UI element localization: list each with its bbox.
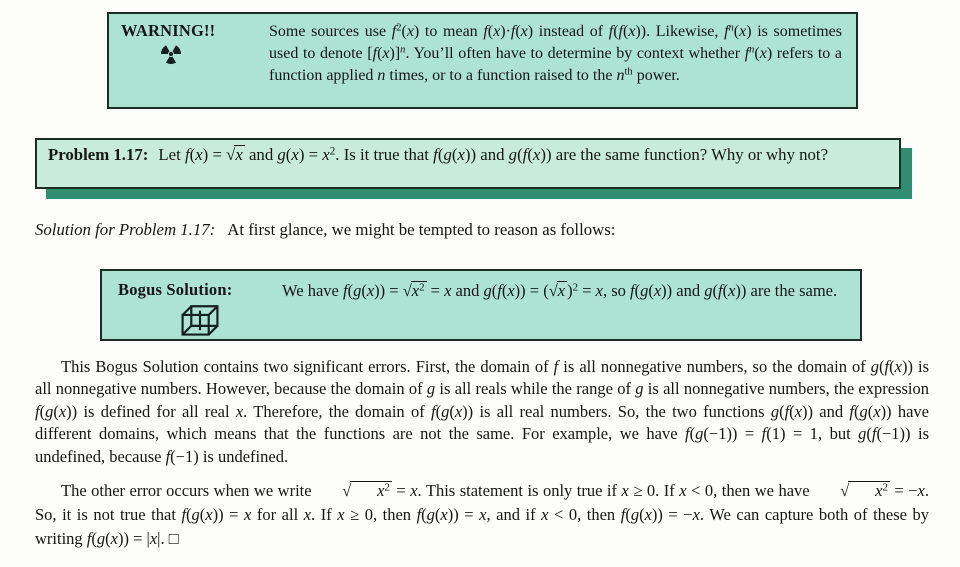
radiation-icon — [159, 42, 185, 68]
body-paragraph-1: This Bogus Solution contains two significant errors. First, the domain of f is all nonnegative numbers, so the domain of g(f(x)) is all nonnegative numbers. However, because the domain of g is all reals while the range of g is all nonnegative numbers, the expression f(g(x)) is defined for all real x. Therefore, the domain of f(g(x)) is all real numbers. So, the two functions g(f(x)) and f(g(x)) have different domains, which means that the functions are not the same. For example, we have f(g(−1)) = f(1) = 1, but g(f(−1)) is undefined, because f(−1) is undefined. — [35, 357, 930, 466]
warning-box-header — [109, 14, 267, 107]
bogus-solution-box — [100, 269, 862, 341]
warning-box — [107, 12, 858, 109]
bogus-box-header — [102, 271, 280, 339]
warning-label: WARNING!! — [121, 21, 216, 40]
solution-lead-text: At first glance, we might be tempted to reason as follows: — [227, 220, 616, 239]
warning-text: Some sources use $f^2(x)$ to mean f(x)·f(x) instead of f(f(x)). Likewise, $f^n(x)$ is sometimes used to denote $[f(x)]^n$. You’ll often have to determine by context whether $f^n(x)$ refers to a function applied n times, or to a function raised to the $n^{th}$ power. — [269, 22, 842, 84]
problem-statement — [48, 144, 888, 166]
bogus-label: Bogus Solution: — [118, 280, 233, 299]
problem-box — [35, 138, 901, 189]
problem-label: Problem 1.17: — [48, 145, 149, 164]
body-paragraph-2: The other error occurs when we write √ $x^2 = x$. This statement is only true if x ≥ 0. If x < 0, then we have √ $x^2 = -x$. So, it is not true that f(g(x)) = x for all x. If x ≥ 0, then f(g(x)) = x, and if x < 0, then f(g(x)) = −x. We can capture both of these by writing f(g(x)) = |x|. □ — [35, 481, 930, 548]
solution-lead: Solution for Problem 1.17: — [35, 220, 216, 239]
solution-intro-line — [35, 219, 940, 241]
wireframe-box-icon — [178, 303, 224, 341]
bogus-text: We have $f(g(x)) = √x^2 = x$ and g(f(x)) = (√x )$^2$ = x, so f(g(x)) and g(f(x)) are the same. — [282, 281, 838, 300]
problem-text: Let f(x) = √x and $g(x) = x^2$. Is it true that f(g(x)) and g(f(x)) are the same function? Why or why not? — [158, 145, 829, 164]
